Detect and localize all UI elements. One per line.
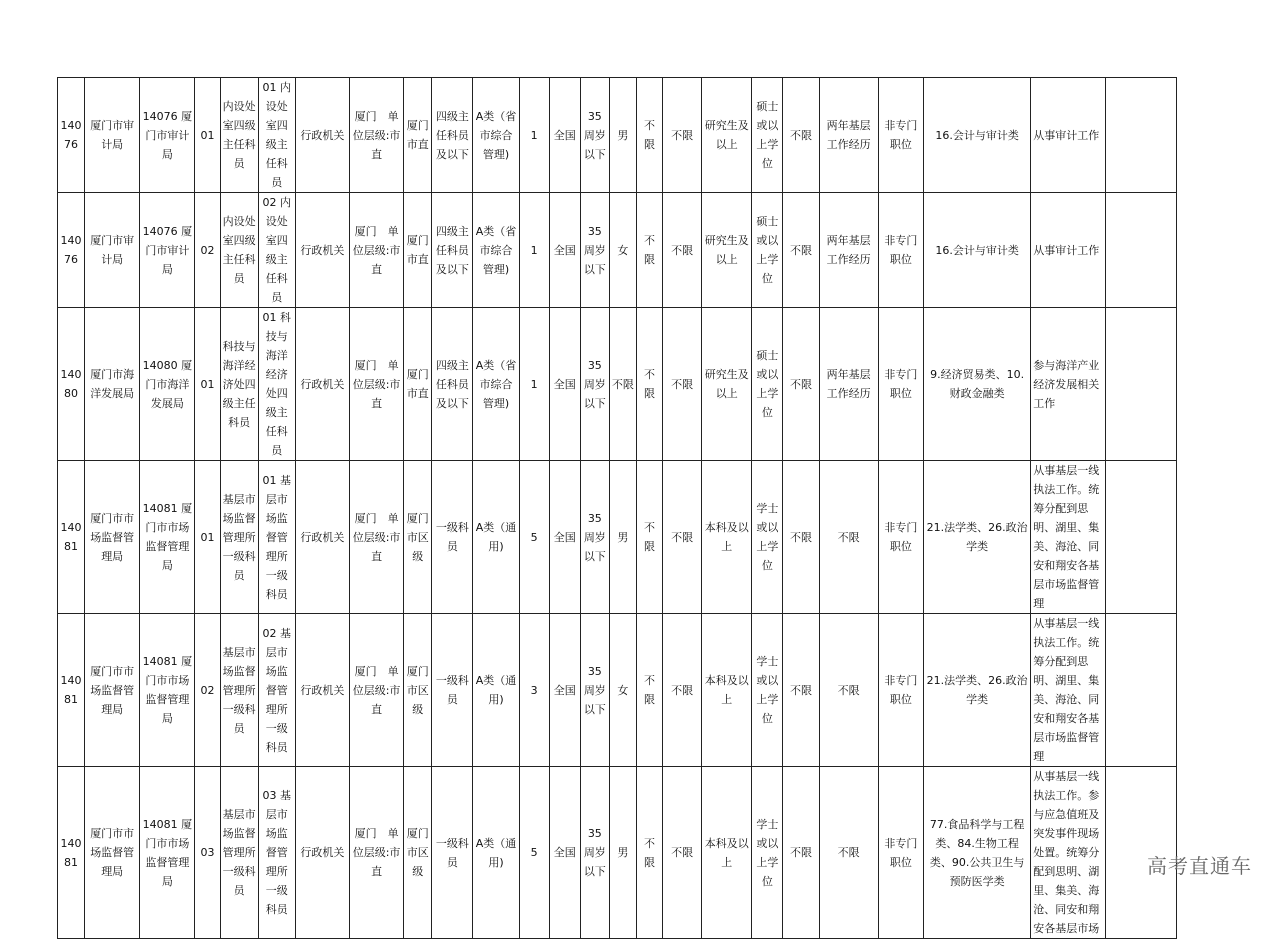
cell-ethnicity: 不限 (636, 461, 662, 614)
cell-recruit-scope: 全国 (549, 767, 580, 939)
cell-unit-name: 厦门市审计局 (85, 193, 140, 308)
cell-position-level: 四级主任科员及以下 (432, 78, 473, 193)
cell-position-level: 四级主任科员及以下 (432, 308, 473, 461)
cell-political-status: 不限 (663, 767, 702, 939)
cell-age-limit: 35周岁以下 (580, 461, 609, 614)
table-row (58, 461, 1177, 614)
cell-other-condition: 不限 (783, 308, 819, 461)
cell-ethnicity: 不限 (636, 767, 662, 939)
cell-position-name: 基层市场监督管理所一级科员 (220, 767, 258, 939)
cell-position-name: 基层市场监督管理所一级科员 (220, 614, 258, 767)
cell-position-level: 一级科员 (432, 614, 473, 767)
cell-unit-name: 厦门市审计局 (85, 78, 140, 193)
cell-political-status: 不限 (663, 78, 702, 193)
cell-degree: 硕士或以上学位 (752, 308, 783, 461)
cell-degree: 学士或以上学位 (752, 461, 783, 614)
cell-education: 研究生及以上 (702, 78, 752, 193)
cell-recruit-scope: 全国 (549, 461, 580, 614)
watermark: 高考直通车 (1147, 854, 1252, 878)
cell-other-condition: 不限 (783, 461, 819, 614)
cell-experience: 不限 (819, 461, 878, 614)
cell-education: 本科及以上 (702, 461, 752, 614)
cell-region-level: 厦门市直 (404, 78, 432, 193)
cell-unit-level: 厦门 单位层级:市直 (349, 308, 403, 461)
cell-position-name: 内设处室四级主任科员 (220, 193, 258, 308)
cell-age-limit: 35周岁以下 (580, 767, 609, 939)
cell-unit-code: 14076 (58, 193, 85, 308)
cell-unit-code-name: 14081 厦门市市场监督管理局 (140, 461, 195, 614)
cell-degree: 学士或以上学位 (752, 614, 783, 767)
cell-unit-level: 厦门 单位层级:市直 (349, 461, 403, 614)
cell-exam-category: A类（通用) (473, 767, 519, 939)
cell-job-description: 参与海洋产业经济发展相关工作 (1031, 308, 1105, 461)
cell-major: 16.会计与审计类 (923, 193, 1030, 308)
cell-exam-category: A类（省市综合管理) (473, 193, 519, 308)
cell-unit-level: 厦门 单位层级:市直 (349, 193, 403, 308)
cell-unit-name: 厦门市市场监督管理局 (85, 767, 140, 939)
cell-gender: 男 (609, 78, 636, 193)
cell-unit-code-name: 14080 厦门市海洋发展局 (140, 308, 195, 461)
cell-position-type: 非专门职位 (878, 461, 923, 614)
cell-age-limit: 35周岁以下 (580, 308, 609, 461)
cell-other-condition: 不限 (783, 614, 819, 767)
cell-political-status: 不限 (663, 308, 702, 461)
cell-gender: 男 (609, 767, 636, 939)
cell-position-type: 非专门职位 (878, 193, 923, 308)
cell-experience: 不限 (819, 614, 878, 767)
cell-unit-code-name: 14081 厦门市市场监督管理局 (140, 767, 195, 939)
cell-exam-category: A类（省市综合管理) (473, 78, 519, 193)
cell-education: 本科及以上 (702, 767, 752, 939)
cell-unit-nature: 行政机关 (295, 78, 349, 193)
cell-unit-code: 14081 (58, 614, 85, 767)
cell-remarks (1105, 461, 1176, 614)
cell-unit-code-name: 14076 厦门市审计局 (140, 78, 195, 193)
cell-region-level: 厦门市直 (404, 308, 432, 461)
cell-unit-code: 14076 (58, 78, 85, 193)
cell-gender: 女 (609, 193, 636, 308)
cell-unit-nature: 行政机关 (295, 614, 349, 767)
table-row (58, 614, 1177, 767)
cell-region-level: 厦门市区级 (404, 767, 432, 939)
cell-position-code: 01 (195, 78, 220, 193)
cell-headcount: 1 (519, 193, 549, 308)
cell-unit-nature: 行政机关 (295, 767, 349, 939)
table-row (58, 767, 1177, 939)
cell-education: 研究生及以上 (702, 193, 752, 308)
cell-age-limit: 35周岁以下 (580, 78, 609, 193)
cell-job-description: 从事基层一线执法工作。参与应急值班及突发事件现场处置。统筹分配到思明、湖里、集美、海沧、同安和翔安各基层市场 (1031, 767, 1105, 939)
cell-major: 21.法学类、26.政治学类 (923, 614, 1030, 767)
cell-position-name: 基层市场监督管理所一级科员 (220, 461, 258, 614)
cell-exam-category: A类（通用) (473, 614, 519, 767)
table-row (58, 78, 1177, 193)
cell-region-level: 厦门市直 (404, 193, 432, 308)
cell-unit-code: 14080 (58, 308, 85, 461)
cell-age-limit: 35周岁以下 (580, 614, 609, 767)
cell-headcount: 5 (519, 767, 549, 939)
cell-education: 研究生及以上 (702, 308, 752, 461)
cell-experience: 两年基层工作经历 (819, 308, 878, 461)
cell-political-status: 不限 (663, 193, 702, 308)
cell-unit-nature: 行政机关 (295, 193, 349, 308)
cell-position-code-name: 03 基层市场监督管理所一级科员 (258, 767, 295, 939)
cell-position-code-name: 01 科技与海洋经济处四级主任科员 (258, 308, 295, 461)
cell-other-condition: 不限 (783, 767, 819, 939)
cell-unit-nature: 行政机关 (295, 461, 349, 614)
cell-position-level: 四级主任科员及以下 (432, 193, 473, 308)
cell-position-code-name: 02 内设处室四级主任科员 (258, 193, 295, 308)
cell-headcount: 3 (519, 614, 549, 767)
cell-degree: 硕士或以上学位 (752, 193, 783, 308)
cell-major: 77.食品科学与工程类、84.生物工程类、90.公共卫生与预防医学类 (923, 767, 1030, 939)
recruitment-table (57, 77, 1177, 939)
cell-political-status: 不限 (663, 461, 702, 614)
cell-position-code: 03 (195, 767, 220, 939)
cell-headcount: 1 (519, 308, 549, 461)
cell-experience: 两年基层工作经历 (819, 78, 878, 193)
cell-recruit-scope: 全国 (549, 308, 580, 461)
cell-ethnicity: 不限 (636, 308, 662, 461)
cell-position-type: 非专门职位 (878, 78, 923, 193)
cell-region-level: 厦门市区级 (404, 461, 432, 614)
cell-unit-nature: 行政机关 (295, 308, 349, 461)
cell-position-type: 非专门职位 (878, 614, 923, 767)
cell-ethnicity: 不限 (636, 193, 662, 308)
cell-education: 本科及以上 (702, 614, 752, 767)
cell-unit-name: 厦门市市场监督管理局 (85, 461, 140, 614)
cell-recruit-scope: 全国 (549, 193, 580, 308)
cell-unit-code-name: 14081 厦门市市场监督管理局 (140, 614, 195, 767)
cell-position-code-name: 01 基层市场监督管理所一级科员 (258, 461, 295, 614)
cell-other-condition: 不限 (783, 78, 819, 193)
cell-experience: 不限 (819, 767, 878, 939)
cell-gender: 不限 (609, 308, 636, 461)
cell-other-condition: 不限 (783, 193, 819, 308)
cell-position-name: 科技与海洋经济处四级主任科员 (220, 308, 258, 461)
cell-position-code-name: 02 基层市场监督管理所一级科员 (258, 614, 295, 767)
cell-position-type: 非专门职位 (878, 308, 923, 461)
cell-remarks (1105, 614, 1176, 767)
cell-position-name: 内设处室四级主任科员 (220, 78, 258, 193)
cell-position-code: 01 (195, 308, 220, 461)
cell-unit-code: 14081 (58, 461, 85, 614)
cell-region-level: 厦门市区级 (404, 614, 432, 767)
cell-exam-category: A类（省市综合管理) (473, 308, 519, 461)
cell-position-code: 02 (195, 614, 220, 767)
cell-position-code: 02 (195, 193, 220, 308)
cell-job-description: 从事基层一线执法工作。统筹分配到思明、湖里、集美、海沧、同安和翔安各基层市场监督管理 (1031, 614, 1105, 767)
cell-exam-category: A类（通用) (473, 461, 519, 614)
cell-recruit-scope: 全国 (549, 78, 580, 193)
cell-age-limit: 35周岁以下 (580, 193, 609, 308)
cell-experience: 两年基层工作经历 (819, 193, 878, 308)
table-row (58, 193, 1177, 308)
cell-remarks (1105, 78, 1176, 193)
cell-ethnicity: 不限 (636, 614, 662, 767)
cell-position-code-name: 01 内设处室四级主任科员 (258, 78, 295, 193)
table-row (58, 308, 1177, 461)
cell-unit-level: 厦门 单位层级:市直 (349, 78, 403, 193)
cell-position-level: 一级科员 (432, 767, 473, 939)
cell-major: 21.法学类、26.政治学类 (923, 461, 1030, 614)
cell-unit-code: 14081 (58, 767, 85, 939)
cell-major: 9.经济贸易类、10.财政金融类 (923, 308, 1030, 461)
cell-position-level: 一级科员 (432, 461, 473, 614)
cell-degree: 学士或以上学位 (752, 767, 783, 939)
cell-unit-name: 厦门市海洋发展局 (85, 308, 140, 461)
cell-remarks (1105, 193, 1176, 308)
cell-headcount: 5 (519, 461, 549, 614)
cell-unit-level: 厦门 单位层级:市直 (349, 614, 403, 767)
cell-degree: 硕士或以上学位 (752, 78, 783, 193)
cell-political-status: 不限 (663, 614, 702, 767)
cell-major: 16.会计与审计类 (923, 78, 1030, 193)
cell-gender: 男 (609, 461, 636, 614)
cell-job-description: 从事审计工作 (1031, 78, 1105, 193)
cell-position-type: 非专门职位 (878, 767, 923, 939)
cell-position-code: 01 (195, 461, 220, 614)
cell-job-description: 从事基层一线执法工作。统筹分配到思明、湖里、集美、海沧、同安和翔安各基层市场监督管理 (1031, 461, 1105, 614)
cell-remarks (1105, 308, 1176, 461)
cell-headcount: 1 (519, 78, 549, 193)
cell-unit-name: 厦门市市场监督管理局 (85, 614, 140, 767)
cell-job-description: 从事审计工作 (1031, 193, 1105, 308)
cell-unit-code-name: 14076 厦门市审计局 (140, 193, 195, 308)
cell-unit-level: 厦门 单位层级:市直 (349, 767, 403, 939)
cell-ethnicity: 不限 (636, 78, 662, 193)
table-body (58, 78, 1177, 939)
cell-recruit-scope: 全国 (549, 614, 580, 767)
cell-gender: 女 (609, 614, 636, 767)
